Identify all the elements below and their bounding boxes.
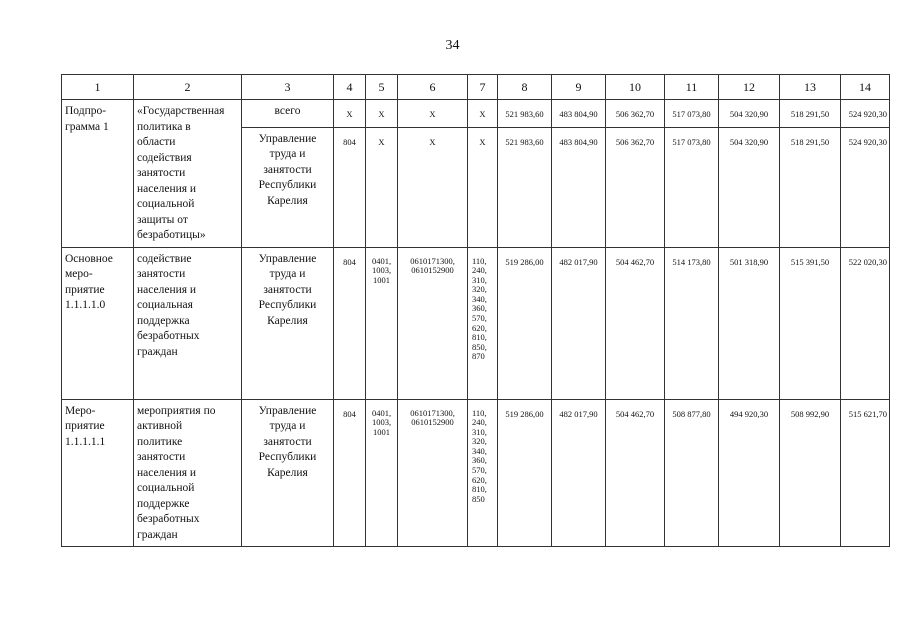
header-cell: 1 — [62, 75, 134, 100]
executor-cell: Управление труда и занятости Республики Карелия — [242, 399, 334, 547]
header-cell: 7 — [468, 75, 498, 100]
table-row — [62, 247, 890, 399]
value-cell: 504 462,70 — [606, 247, 665, 399]
value-cell: 504 462,70 — [606, 399, 665, 547]
page-number: 34 — [445, 38, 460, 53]
program-name-cell: «Государственная политика в области содействия занятости населения и социальной защиты от безработицы» — [134, 100, 242, 248]
value-cell: 508 877,80 — [665, 399, 719, 547]
grbs-cell: 804 — [334, 399, 366, 547]
value-cell: 501 318,90 — [719, 247, 780, 399]
table-header-row — [62, 75, 890, 100]
value-cell: 482 017,90 — [552, 399, 606, 547]
value-cell: 482 017,90 — [552, 247, 606, 399]
header-cell: 11 — [665, 75, 719, 100]
program-name-cell: содействие занятости населения и социальная поддержка безработных граждан — [134, 247, 242, 399]
value-cell: 524 920,30 — [841, 100, 890, 128]
executor-cell: Управление труда и занятости Республики Карелия — [242, 247, 334, 399]
value-cell: 517 073,80 — [665, 100, 719, 128]
table-row — [62, 399, 890, 547]
header-cell: 10 — [606, 75, 665, 100]
value-cell: 515 621,70 — [841, 399, 890, 547]
value-cell: 518 291,50 — [780, 100, 841, 128]
expense-type-cell: 110, 240, 310, 320, 340, 360, 570, 620, 810, 850 — [468, 399, 498, 547]
program-name-cell: мероприятия по активной политике занятости населения и социальной поддержке безработных граждан — [134, 399, 242, 547]
section-cell: Х — [366, 127, 398, 247]
target-article-cell: 0610171300, 0610152900 — [398, 399, 468, 547]
value-cell: 519 286,00 — [498, 247, 552, 399]
section-cell: Х — [366, 100, 398, 128]
value-cell: 508 992,90 — [780, 399, 841, 547]
section-cell: 0401, 1003, 1001 — [366, 247, 398, 399]
value-cell: 494 920,30 — [719, 399, 780, 547]
value-cell: 521 983,60 — [498, 127, 552, 247]
header-cell: 5 — [366, 75, 398, 100]
value-cell: 521 983,60 — [498, 100, 552, 128]
budget-table — [61, 74, 890, 547]
value-cell: 518 291,50 — [780, 127, 841, 247]
header-cell: 13 — [780, 75, 841, 100]
grbs-cell: Х — [334, 100, 366, 128]
header-cell: 4 — [334, 75, 366, 100]
target-article-cell: 0610171300, 0610152900 — [398, 247, 468, 399]
executor-cell: всего — [242, 100, 334, 128]
header-cell: 6 — [398, 75, 468, 100]
value-cell: 483 804,90 — [552, 127, 606, 247]
value-cell: 522 020,30 — [841, 247, 890, 399]
table-row — [62, 100, 890, 128]
header-cell: 14 — [841, 75, 890, 100]
program-code-cell: Подпро- грамма 1 — [62, 100, 134, 248]
value-cell: 517 073,80 — [665, 127, 719, 247]
grbs-cell: 804 — [334, 127, 366, 247]
program-code-cell: Меро- приятие 1.1.1.1.1 — [62, 399, 134, 547]
value-cell: 515 391,50 — [780, 247, 841, 399]
value-cell: 506 362,70 — [606, 127, 665, 247]
header-cell: 8 — [498, 75, 552, 100]
target-article-cell: Х — [398, 100, 468, 128]
value-cell: 504 320,90 — [719, 127, 780, 247]
value-cell: 483 804,90 — [552, 100, 606, 128]
expense-type-cell: 110, 240, 310, 320, 340, 360, 570, 620, 810, 850, 870 — [468, 247, 498, 399]
section-cell: 0401, 1003, 1001 — [366, 399, 398, 547]
target-article-cell: Х — [398, 127, 468, 247]
header-cell: 2 — [134, 75, 242, 100]
value-cell: 514 173,80 — [665, 247, 719, 399]
executor-cell: Управление труда и занятости Республики Карелия — [242, 127, 334, 247]
expense-type-cell: Х — [468, 127, 498, 247]
program-code-cell: Основное меро- приятие 1.1.1.1.0 — [62, 247, 134, 399]
header-cell: 9 — [552, 75, 606, 100]
value-cell: 524 920,30 — [841, 127, 890, 247]
grbs-cell: 804 — [334, 247, 366, 399]
value-cell: 506 362,70 — [606, 100, 665, 128]
header-cell: 12 — [719, 75, 780, 100]
value-cell: 519 286,00 — [498, 399, 552, 547]
value-cell: 504 320,90 — [719, 100, 780, 128]
expense-type-cell: Х — [468, 100, 498, 128]
header-cell: 3 — [242, 75, 334, 100]
